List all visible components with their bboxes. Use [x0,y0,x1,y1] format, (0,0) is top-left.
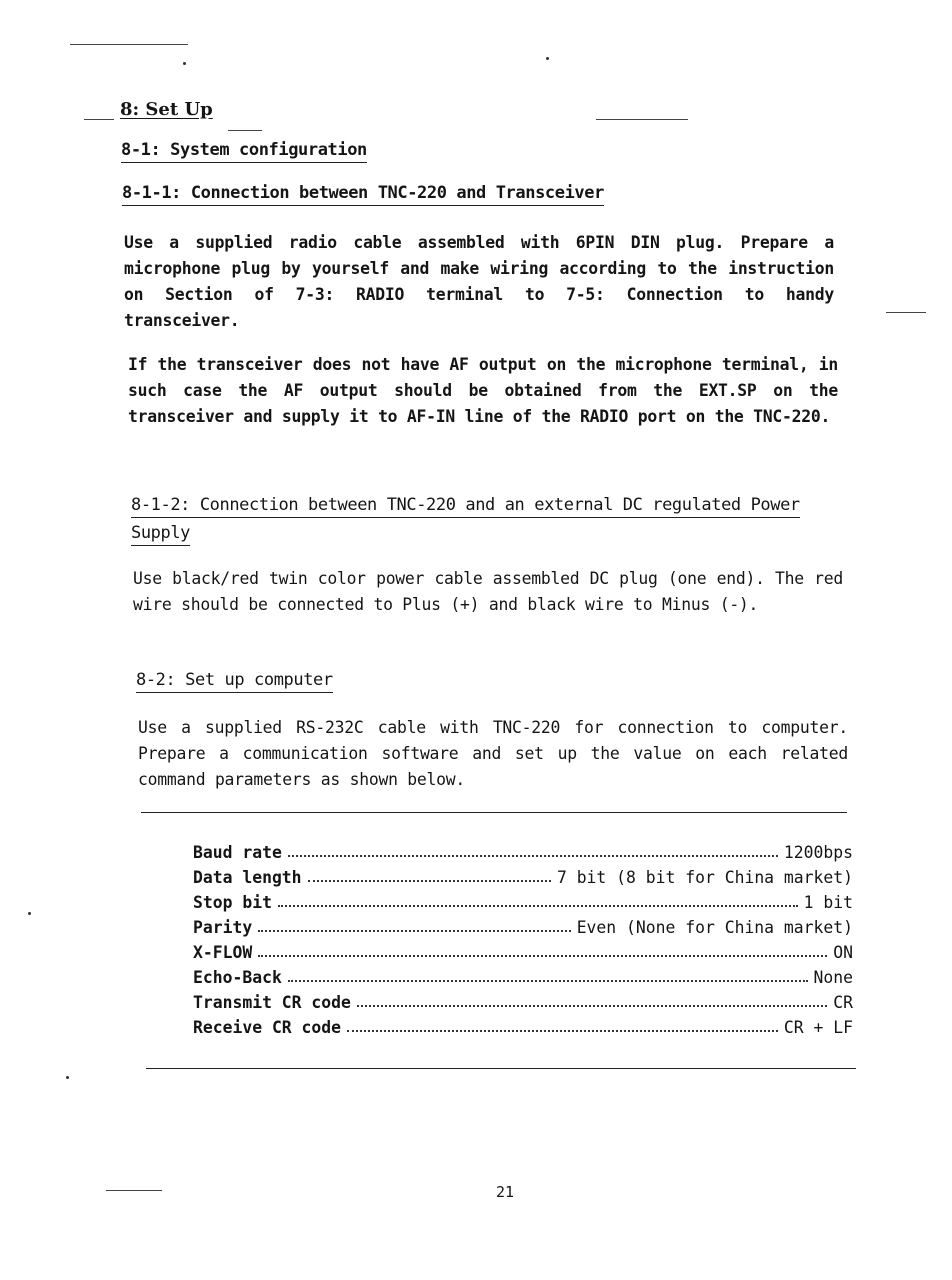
parameter-label: Stop bit [193,893,272,912]
scan-artifact [70,44,188,45]
scan-artifact [228,130,262,131]
scan-artifact [106,1190,162,1191]
table-top-rule [141,812,847,813]
dot-leader [258,930,570,932]
scan-artifact [886,312,926,313]
scan-artifact [596,119,688,120]
parameter-label: Parity [193,918,253,937]
page-number: 21 [496,1183,515,1201]
scan-artifact [546,57,549,60]
parameter-value: Even (None for China market) [576,918,853,937]
parameter-value: 1200bps [783,843,853,862]
parameter-label: Baud rate [193,843,282,862]
parameter-label: Echo-Back [193,968,282,987]
parameter-table [193,838,853,1038]
dot-leader [288,855,778,857]
parameter-value: CR [833,993,853,1012]
parameter-value: None [813,968,853,987]
parameter-value: 7 bit (8 bit for China market) [556,868,853,887]
scan-artifact [28,912,31,915]
paragraph-setup-computer: Use a supplied RS-232C cable with TNC-220 for connection to computer. Prepare a communication software and set up the value on each related command parameters as shown below. [138,718,848,789]
parameter-label: Data length [193,868,302,887]
subsection-heading-8-1: 8-1: System configuration [121,140,367,163]
paragraph-radio-cable: Use a supplied radio cable assembled with 6PIN DIN plug. Prepare a microphone plug by yourself and make wiring according to the instruction on Section of 7-3: RADIO terminal to 7-5: Connection to handy transceiver. [124,233,834,330]
dot-leader [278,905,798,907]
scan-artifact [66,1076,69,1079]
parameter-label: X-FLOW [193,943,253,962]
parameter-value: 1 bit [803,893,853,912]
dot-leader [258,955,827,957]
section-title: 8: Set Up [120,99,213,120]
subsection-heading-8-2: 8-2: Set up computer [136,670,333,693]
parameter-value: ON [833,943,853,962]
parameter-row [193,838,853,862]
parameter-row [193,888,853,912]
subsection-heading-8-1-2-text: 8-1-2: Connection between TNC-220 and an external DC regulated Power Supply [131,495,800,546]
parameter-row [193,913,853,937]
paragraph-af-output: If the transceiver does not have AF output on the microphone terminal, in such case the AF output should be obtained from the EXT.SP on the transceiver and supply it to AF-IN line of the RADIO port on the TNC-220. [128,355,838,426]
scan-artifact [84,119,114,120]
dot-leader [347,1030,778,1032]
paragraph-power-cable: Use black/red twin color power cable assembled DC plug (one end). The red wire should be connected to Plus (+) and black wire to Minus (-). [133,569,843,614]
table-bottom-rule [146,1068,856,1069]
subsection-heading-8-1-1: 8-1-1: Connection between TNC-220 and Transceiver [122,183,604,206]
dot-leader [308,880,551,882]
scan-artifact [183,62,186,65]
parameter-row [193,938,853,962]
dot-leader [288,980,808,982]
parameter-row [193,1013,853,1037]
parameter-row [193,963,853,987]
dot-leader [357,1005,827,1007]
subsection-heading-8-1-2 [131,491,841,547]
parameter-value: CR + LF [783,1018,853,1037]
parameter-label: Transmit CR code [193,993,351,1012]
parameter-row [193,988,853,1012]
parameter-row [193,863,853,887]
parameter-label: Receive CR code [193,1018,342,1037]
